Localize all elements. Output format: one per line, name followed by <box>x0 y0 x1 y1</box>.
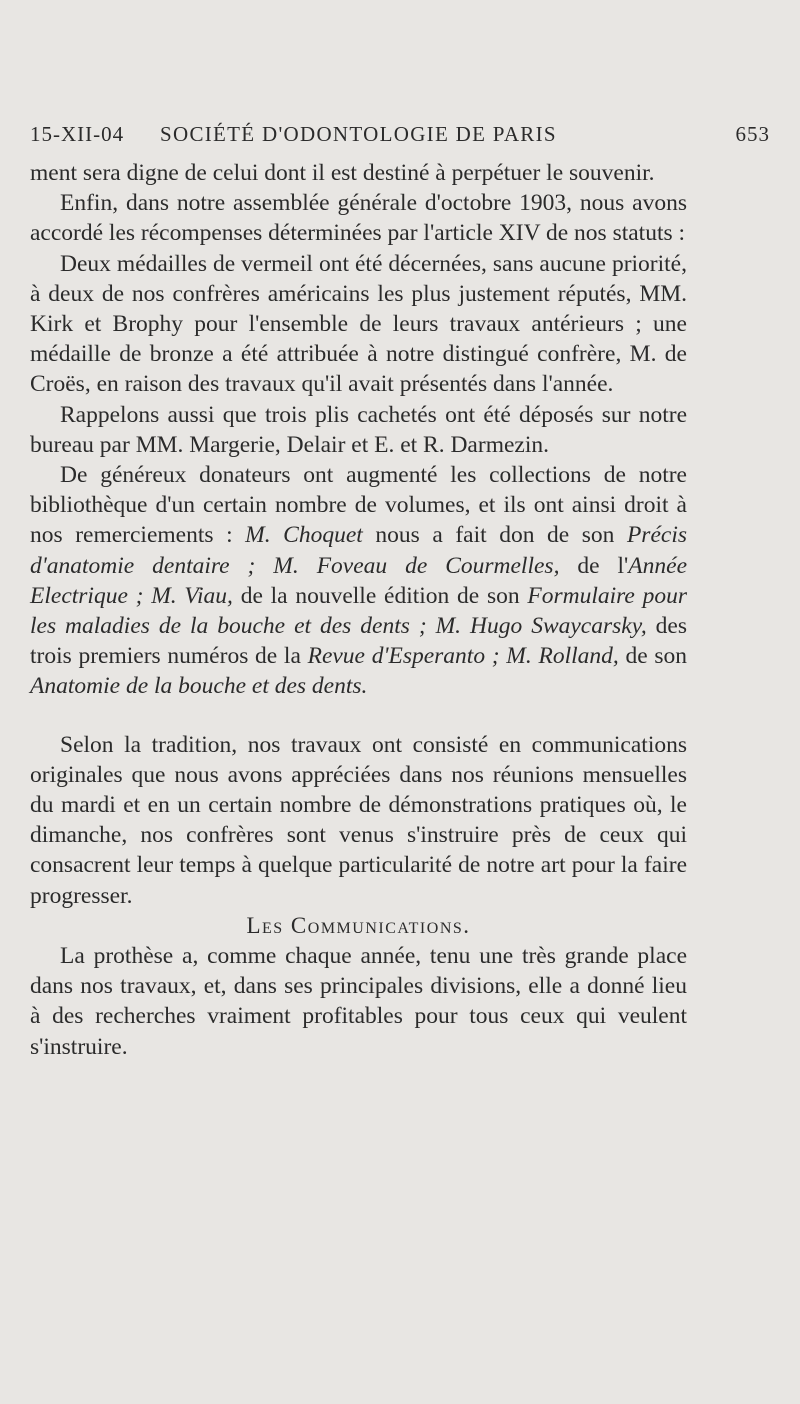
donations-text: nous a fait don de son <box>362 522 627 549</box>
book-title: Précis d'anatomie dentaire ; M. Foveau de Courmelles, <box>30 522 687 579</box>
donations-text: de l' <box>559 552 629 579</box>
donations-text: de la nouvelle édition de son <box>232 582 528 609</box>
donations-text: de son <box>618 643 688 670</box>
book-title: Revue d'Esperanto ; M. Rolland, <box>307 643 619 670</box>
donor-name: M. Choquet <box>245 522 363 549</box>
page-body <box>30 158 687 1062</box>
paragraph-donations <box>30 460 687 702</box>
header-date: 15-XII-04 <box>30 122 125 146</box>
paragraph-awards-intro: Enfin, dans notre assemblée générale d'octobre 1903, nous avons accordé les récompenses déterminées par l'article XIV de nos statuts : <box>30 190 687 247</box>
book-title: Année Electrique ; M. Viau, <box>30 552 687 609</box>
section-heading: Les Communications. <box>246 912 471 938</box>
paragraph-medals: Deux médailles de vermeil ont été décernées, sans aucune priorité, à deux de nos confrères américains les plus justement réputés, MM. Kirk et Brophy pour l'ensemble de leurs travaux antérieurs ; une médaille de bronze a été attribuée à notre distingué confrère, M. de Croës, en raison des travaux qu'il avait présentés dans l'année. <box>30 250 687 398</box>
donations-text: des trois premiers numéros de la <box>30 613 688 670</box>
paragraph-prosthesis: La prothèse a, comme chaque année, tenu une très grande place dans nos travaux, et, dans ses principales divisions, elle a donné lieu à des recherches vraiment profitables pour tous ceux qui veulent s'instruire. <box>30 943 687 1060</box>
page-number: 653 <box>735 122 770 146</box>
paragraph-sealed-envelopes: Rappelons aussi que trois plis cachetés ont été déposés sur notre bureau par MM. Margerie, Delair et E. et R. Darmezin. <box>30 401 687 458</box>
donations-text: De généreux donateurs ont augmenté les collections de notre bibliothèque d'un certain nombre de volumes, et ils ont ainsi droit à nos remerciements : <box>30 462 687 549</box>
header-title: SOCIÉTÉ D'ODONTOLOGIE DE PARIS <box>160 122 557 146</box>
paragraph-continued: ment sera digne de celui dont il est destiné à perpétuer le souvenir. <box>30 160 655 186</box>
book-title: Formulaire pour les maladies de la bouche et des dents ; M. Hugo Swaycarsky, <box>30 582 688 640</box>
running-header <box>30 118 770 152</box>
paragraph-tradition: Selon la tradition, nos travaux ont consisté en communications originales que nous avons appréciées dans nos réunions mensuelles du mardi et en un certain nombre de démonstrations pratiques où, le dimanche, nos confrères sont venus s'instruire près de ceux qui consacrent leur temps à quelque particularité de notre art pour la faire progresser. <box>30 731 687 909</box>
book-title: Anatomie de la bouche et des dents. <box>30 673 368 700</box>
